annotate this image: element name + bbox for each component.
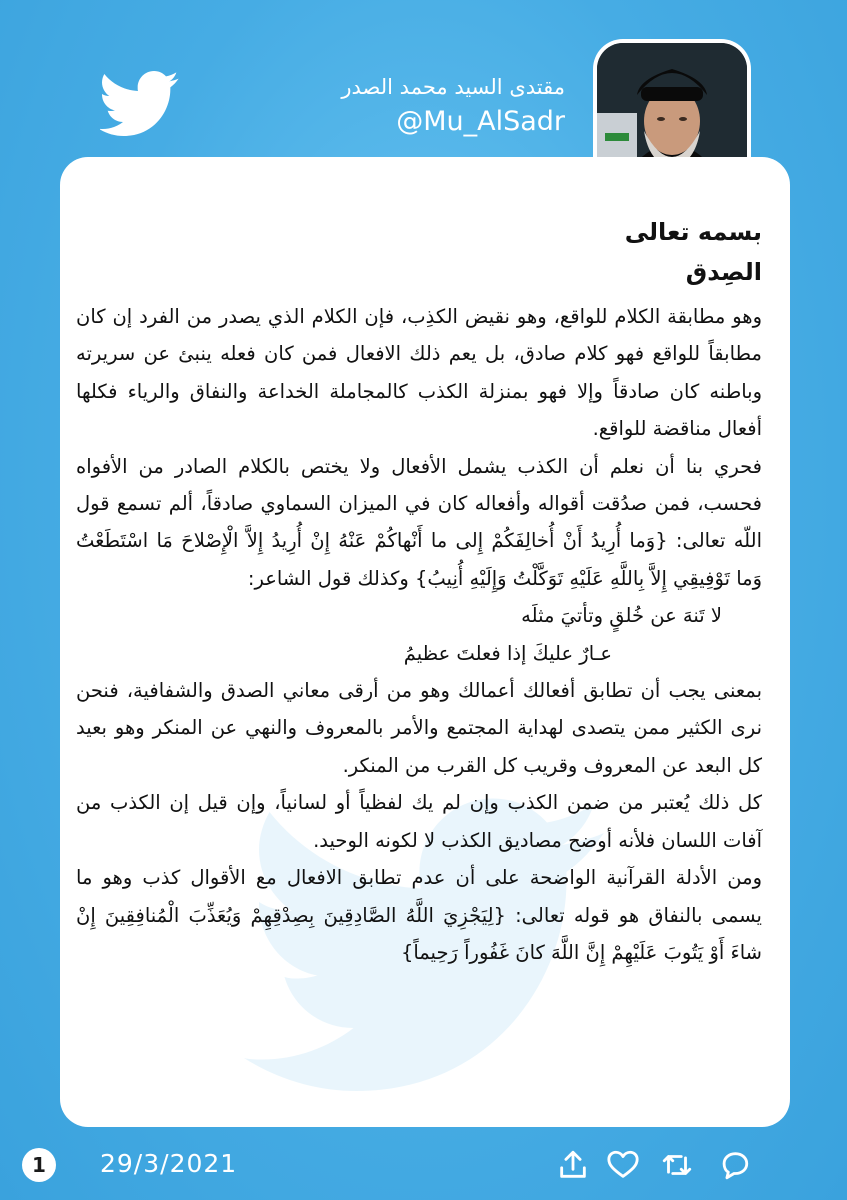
paragraph-4: كل ذلك يُعتبر من ضمن الكذب وإن لم يك لفظياً أو لسانياً، وإن قيل إن الكذب من آفات اللسان فلأنه أوضح مصاديق الكذب لا لكونه الوحيد. [76,791,762,852]
footer-bar [0,1140,847,1190]
poem-verse-1: لا تَنهَ عن خُلقٍ وتأتيَ مثلَه [521,604,722,628]
paragraph-2: فحري بنا أن نعلم أن الكذب يشمل الأفعال ولا يختص بالكلام الصادر من الأفواه فحسب، فمن صدُقت أقواله وأفعاله كان في الميزان السماوي صادقاً، ألم تسمع قول اللّه تعالى: {وَما أُرِيدُ أَنْ أُخالِفَكُمْ إِلى ما أَنْهاكُمْ عَنْهُ إِنْ أُرِيدُ إِلاَّ الْإِصْلاحَ مَا اسْتَطَعْتُ وَما تَوْفِيقِي إِلاَّ بِاللَّهِ عَلَيْهِ تَوَكَّلْتُ وَإِلَيْهِ أُنِيبُ} وكذلك قول الشاعر: [76,454,762,590]
retweet-icon[interactable] [660,1148,694,1182]
paragraph-3: بمعنى يجب أن تطابق أفعالك أعمالك وهو من أرقى معاني الصدق والشفافية، فنحن نرى الكثير ممن يتصدى لهداية المجتمع والأمر بالمعروف والنهي عن المنكر وهو بعيد كل البعد عن المعروف وقريب كل القرب من المنكر. [76,679,762,777]
post-text [76,212,762,971]
display-name: مقتدى السيد محمد الصدر [341,75,565,99]
post-heading-title: الصِدق [685,258,762,286]
username[interactable]: @Mu_AlSadr [396,106,565,137]
twitter-bird-icon [100,70,180,138]
post-heading-basmala: بسمه تعالى [624,218,762,246]
page-number-badge: 1 [22,1148,56,1182]
poem-verse-2: عـارٌ عليكَ إذا فعلتَ عظيمُ [403,641,612,665]
author-block [341,72,565,140]
like-icon[interactable] [606,1148,640,1182]
post-date: 29/3/2021 [100,1149,238,1178]
paragraph-1: وهو مطابقة الكلام للواقع، وهو نقيض الكذِب، فإن الكلام الذي يصدر من الفرد إن كان مطابقاً للواقع فهو كلام صادق، بل يعم ذلك الافعال فمن كان فعله ينبئ عن سريرته وباطنه كان صادقاً وإلا فهو بمنزلة الكذب كالمجاملة الخداعة والنفاق والرياء فكلها أفعال مناقضة للواقع. [76,305,762,441]
share-icon[interactable] [556,1148,590,1182]
reply-icon[interactable] [717,1148,751,1182]
post-card [60,157,790,1127]
paragraph-5: ومن الأدلة القرآنية الواضحة على أن عدم تطابق الافعال مع الأقوال كذب وهو ما يسمى بالنفاق هو قوله تعالى: {لِيَجْزِيَ اللَّهُ الصَّادِقِينَ بِصِدْقِهِمْ وَيُعَذِّبَ الْمُنافِقِينَ إِنْ شاءَ أَوْ يَتُوبَ عَلَيْهِمْ إِنَّ اللَّهَ كانَ غَفُوراً رَحِيماً} [76,866,762,964]
